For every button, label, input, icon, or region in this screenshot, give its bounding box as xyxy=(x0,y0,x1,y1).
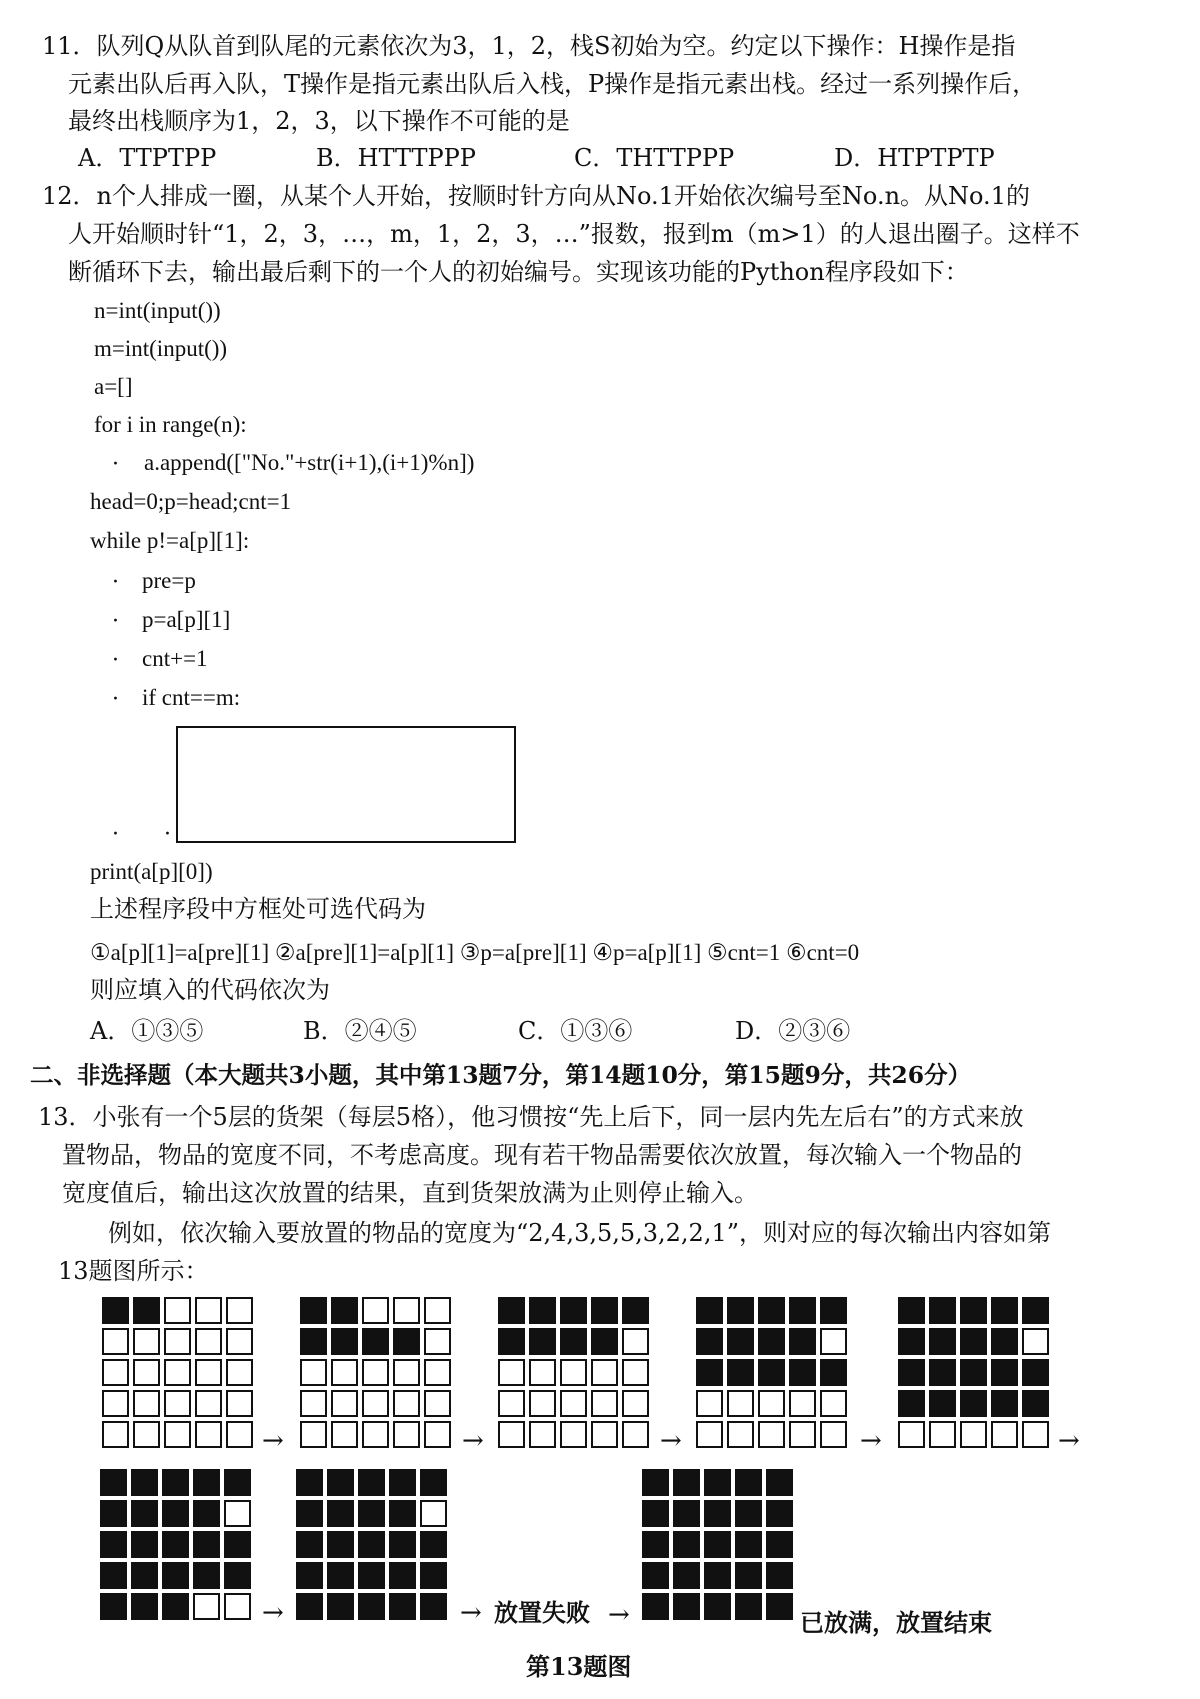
shelf-cell-empty xyxy=(300,1421,327,1448)
shelf-cell-filled xyxy=(820,1297,847,1324)
shelf-cell-empty xyxy=(362,1359,389,1386)
shelf-cell-empty xyxy=(789,1390,816,1417)
shelf-cell-empty xyxy=(529,1390,556,1417)
shelf-cell-filled xyxy=(727,1328,754,1355)
shelf-cell-filled xyxy=(420,1593,447,1620)
q13-line-5: 13题图所示： xyxy=(58,1257,209,1285)
indent-dot: · xyxy=(112,609,119,634)
shelf-cell-empty xyxy=(696,1421,723,1448)
q12-option-a: A．①③⑤ xyxy=(90,1017,204,1045)
shelf-cell-filled xyxy=(642,1531,669,1558)
shelf-cell-empty xyxy=(224,1593,251,1620)
shelf-cell-filled xyxy=(224,1531,251,1558)
shelf-cell-empty xyxy=(133,1359,160,1386)
shelf-cell-empty xyxy=(164,1328,191,1355)
code-line: if cnt==m: xyxy=(142,685,241,710)
shelf-grid xyxy=(498,1297,649,1448)
shelf-cell-empty xyxy=(102,1359,129,1386)
shelf-cell-filled xyxy=(327,1593,354,1620)
q13-line-1: 13．小张有一个5层的货架（每层5格），他习惯按“先上后下，同一层内先左后右”的方式来放 xyxy=(38,1103,1024,1131)
shelf-cell-filled xyxy=(960,1359,987,1386)
arrow-icon: → xyxy=(262,1598,284,1628)
arrow-icon: → xyxy=(460,1598,482,1628)
shelf-cell-empty xyxy=(498,1359,525,1386)
shelf-cell-filled xyxy=(327,1531,354,1558)
section-heading: 二、非选择题（本大题共3小题，其中第13题7分，第14题10分，第15题9分，共26分） xyxy=(30,1061,972,1089)
arrow-icon: → xyxy=(462,1426,484,1456)
shelf-cell-empty xyxy=(529,1421,556,1448)
shelf-cell-empty xyxy=(424,1421,451,1448)
shelf-cell-filled xyxy=(727,1359,754,1386)
shelf-cell-filled xyxy=(193,1562,220,1589)
shelf-cell-filled xyxy=(673,1500,700,1527)
shelf-cell-empty xyxy=(133,1328,160,1355)
shelf-cell-filled xyxy=(162,1531,189,1558)
shelf-cell-filled xyxy=(642,1469,669,1496)
shelf-cell-filled xyxy=(735,1531,762,1558)
shelf-cell-empty xyxy=(622,1421,649,1448)
answer-blank-box xyxy=(176,726,516,843)
shelf-cell-empty xyxy=(498,1421,525,1448)
q12-line-1: 12．n个人排成一圈，从某个人开始，按顺时针方向从No.1开始依次编号至No.n。从No.1的 xyxy=(42,182,1030,210)
code-line: a=[] xyxy=(94,374,133,399)
shelf-cell-filled xyxy=(420,1562,447,1589)
shelf-cell-empty xyxy=(727,1390,754,1417)
shelf-cell-empty xyxy=(898,1421,925,1448)
shelf-cell-empty xyxy=(331,1421,358,1448)
shelf-cell-filled xyxy=(622,1297,649,1324)
q13-line-4: 例如，依次输入要放置的物品的宽度为“2,4,3,5,5,3,2,2,1”，则对应的每次输出内容如第 xyxy=(108,1219,1051,1247)
q11-option-c: C．THTTPPP xyxy=(574,144,735,172)
shelf-cell-filled xyxy=(929,1297,956,1324)
q11-option-a: A．TTPTPP xyxy=(78,144,217,172)
shelf-cell-empty xyxy=(393,1359,420,1386)
shelf-cell-empty xyxy=(226,1390,253,1417)
indent-dot: · xyxy=(112,452,119,477)
shelf-cell-empty xyxy=(226,1297,253,1324)
shelf-cell-filled xyxy=(735,1469,762,1496)
shelf-cell-filled xyxy=(560,1328,587,1355)
shelf-grid xyxy=(696,1297,847,1448)
shelf-cell-filled xyxy=(696,1359,723,1386)
shelf-cell-filled xyxy=(991,1390,1018,1417)
shelf-cell-empty xyxy=(133,1390,160,1417)
shelf-cell-filled xyxy=(735,1593,762,1620)
indent-dot: · xyxy=(112,570,119,595)
shelf-cell-empty xyxy=(226,1359,253,1386)
shelf-cell-empty xyxy=(560,1390,587,1417)
shelf-cell-filled xyxy=(727,1297,754,1324)
shelf-grid xyxy=(296,1469,447,1620)
shelf-cell-empty xyxy=(393,1421,420,1448)
shelf-cell-empty xyxy=(164,1359,191,1386)
arrow-icon: → xyxy=(660,1426,682,1456)
shelf-cell-filled xyxy=(131,1531,158,1558)
shelf-cell-empty xyxy=(164,1390,191,1417)
shelf-cell-empty xyxy=(195,1328,222,1355)
indent-dot: · xyxy=(112,822,119,847)
q12-line-3: 断循环下去，输出最后剩下的一个人的初始编号。实现该功能的Python程序段如下： xyxy=(68,258,969,286)
shelf-cell-filled xyxy=(1022,1359,1049,1386)
q13-line-3: 宽度值后，输出这次放置的结果，直到货架放满为止则停止输入。 xyxy=(62,1179,758,1207)
shelf-cell-filled xyxy=(131,1500,158,1527)
shelf-cell-filled xyxy=(358,1562,385,1589)
shelf-cell-empty xyxy=(820,1328,847,1355)
shelf-cell-empty xyxy=(622,1359,649,1386)
shelf-cell-filled xyxy=(296,1562,323,1589)
q12-prompt: 上述程序段中方框处可选代码为 xyxy=(90,895,426,923)
q12-option-d: D．②③⑥ xyxy=(735,1017,851,1045)
shelf-cell-empty xyxy=(164,1421,191,1448)
shelf-cell-filled xyxy=(100,1500,127,1527)
shelf-cell-filled xyxy=(704,1469,731,1496)
shelf-cell-filled xyxy=(300,1328,327,1355)
shelf-cell-filled xyxy=(193,1469,220,1496)
shelf-cell-empty xyxy=(393,1297,420,1324)
shelf-cell-filled xyxy=(735,1500,762,1527)
shelf-cell-filled xyxy=(393,1328,420,1355)
shelf-cell-empty xyxy=(696,1390,723,1417)
shelf-cell-filled xyxy=(224,1562,251,1589)
q12-option-c: C．①③⑥ xyxy=(518,1017,633,1045)
shelf-cell-filled xyxy=(498,1328,525,1355)
shelf-cell-filled xyxy=(529,1328,556,1355)
shelf-grid xyxy=(102,1297,253,1448)
shelf-cell-empty xyxy=(758,1421,785,1448)
shelf-cell-filled xyxy=(704,1593,731,1620)
shelf-cell-filled xyxy=(898,1297,925,1324)
shelf-cell-filled xyxy=(642,1562,669,1589)
shelf-cell-filled xyxy=(162,1593,189,1620)
shelf-cell-empty xyxy=(424,1359,451,1386)
shelf-cell-filled xyxy=(100,1562,127,1589)
code-line: cnt+=1 xyxy=(142,646,208,671)
shelf-cell-filled xyxy=(591,1297,618,1324)
q11-line-2: 元素出队后再入队，T操作是指元素出队后入栈，P操作是指元素出栈。经过一系列操作后， xyxy=(68,70,1037,98)
shelf-cell-empty xyxy=(224,1500,251,1527)
shelf-cell-filled xyxy=(358,1593,385,1620)
shelf-cell-filled xyxy=(100,1531,127,1558)
shelf-cell-filled xyxy=(758,1359,785,1386)
shelf-cell-filled xyxy=(766,1500,793,1527)
shelf-cell-empty xyxy=(193,1593,220,1620)
q11-line-3: 最终出栈顺序为1，2，3，以下操作不可能的是 xyxy=(68,107,570,135)
shelf-cell-filled xyxy=(389,1469,416,1496)
shelf-cell-empty xyxy=(1022,1421,1049,1448)
shelf-cell-filled xyxy=(673,1562,700,1589)
shelf-cell-filled xyxy=(193,1531,220,1558)
shelf-cell-filled xyxy=(704,1500,731,1527)
shelf-cell-empty xyxy=(560,1421,587,1448)
shelf-cell-filled xyxy=(560,1297,587,1324)
code-line: for i in range(n): xyxy=(94,412,247,437)
indent-dot: · xyxy=(112,648,119,673)
code-line: a.append(["No."+str(i+1),(i+1)%n]) xyxy=(144,450,475,475)
shelf-cell-filled xyxy=(529,1297,556,1324)
shelf-cell-empty xyxy=(560,1359,587,1386)
shelf-cell-filled xyxy=(673,1531,700,1558)
shelf-cell-filled xyxy=(929,1390,956,1417)
shelf-cell-filled xyxy=(898,1328,925,1355)
shelf-cell-empty xyxy=(529,1359,556,1386)
code-line: p=a[p][1] xyxy=(142,607,231,632)
arrow-icon: → xyxy=(262,1426,284,1456)
shelf-cell-empty xyxy=(102,1328,129,1355)
shelf-cell-empty xyxy=(226,1328,253,1355)
shelf-cell-empty xyxy=(622,1390,649,1417)
shelf-cell-filled xyxy=(673,1469,700,1496)
code-line: m=int(input()) xyxy=(94,336,228,361)
q12-ask: 则应填入的代码依次为 xyxy=(90,976,330,1004)
shelf-full-label: 已放满，放置结束 xyxy=(800,1608,992,1637)
shelf-cell-empty xyxy=(1022,1328,1049,1355)
shelf-cell-filled xyxy=(766,1531,793,1558)
shelf-cell-filled xyxy=(704,1562,731,1589)
shelf-cell-filled xyxy=(358,1500,385,1527)
shelf-cell-empty xyxy=(362,1421,389,1448)
shelf-cell-empty xyxy=(164,1297,191,1324)
shelf-cell-empty xyxy=(195,1421,222,1448)
shelf-cell-filled xyxy=(1022,1390,1049,1417)
shelf-cell-filled xyxy=(420,1531,447,1558)
shelf-cell-empty xyxy=(300,1359,327,1386)
shelf-cell-filled xyxy=(789,1297,816,1324)
code-line: print(a[p][0]) xyxy=(90,859,213,884)
shelf-cell-filled xyxy=(102,1297,129,1324)
shelf-cell-empty xyxy=(789,1421,816,1448)
shelf-cell-filled xyxy=(224,1469,251,1496)
shelf-cell-empty xyxy=(331,1359,358,1386)
shelf-cell-filled xyxy=(642,1593,669,1620)
q11-option-b: B．HTTTPPP xyxy=(316,144,476,172)
placement-failed-label: 放置失败 xyxy=(494,1598,590,1627)
shelf-cell-filled xyxy=(1022,1297,1049,1324)
shelf-cell-filled xyxy=(100,1593,127,1620)
q12-line-2: 人开始顺时针“1，2，3，…，m，1，2，3，…”报数，报到m（m>1）的人退出圈子。这样不 xyxy=(68,220,1080,248)
shelf-cell-empty xyxy=(991,1421,1018,1448)
shelf-cell-filled xyxy=(327,1562,354,1589)
shelf-cell-filled xyxy=(735,1562,762,1589)
shelf-cell-filled xyxy=(389,1562,416,1589)
shelf-cell-filled xyxy=(389,1500,416,1527)
shelf-cell-filled xyxy=(296,1500,323,1527)
arrow-icon: → xyxy=(608,1600,630,1630)
shelf-cell-filled xyxy=(420,1469,447,1496)
shelf-cell-filled xyxy=(162,1562,189,1589)
shelf-cell-filled xyxy=(766,1562,793,1589)
shelf-cell-empty xyxy=(498,1390,525,1417)
shelf-cell-empty xyxy=(591,1421,618,1448)
shelf-cell-empty xyxy=(820,1390,847,1417)
shelf-cell-filled xyxy=(820,1359,847,1386)
indent-dot: · xyxy=(112,687,119,712)
shelf-cell-filled xyxy=(766,1469,793,1496)
shelf-cell-empty xyxy=(727,1421,754,1448)
shelf-cell-filled xyxy=(193,1500,220,1527)
shelf-cell-filled xyxy=(498,1297,525,1324)
q11-option-d: D．HTPTPTP xyxy=(834,144,995,172)
shelf-cell-filled xyxy=(327,1469,354,1496)
shelf-cell-filled xyxy=(331,1328,358,1355)
shelf-cell-filled xyxy=(991,1297,1018,1324)
shelf-cell-empty xyxy=(424,1328,451,1355)
shelf-cell-empty xyxy=(226,1421,253,1448)
shelf-cell-empty xyxy=(424,1297,451,1324)
shelf-cell-filled xyxy=(960,1390,987,1417)
shelf-cell-filled xyxy=(331,1297,358,1324)
shelf-cell-filled xyxy=(766,1593,793,1620)
shelf-cell-filled xyxy=(696,1328,723,1355)
q12-choices: ①a[p][1]=a[pre][1] ②a[pre][1]=a[p][1] ③p=a[pre][1] ④p=a[p][1] ⑤cnt=1 ⑥cnt=0 xyxy=(90,940,860,965)
shelf-cell-filled xyxy=(362,1328,389,1355)
shelf-cell-empty xyxy=(362,1297,389,1324)
shelf-cell-empty xyxy=(622,1328,649,1355)
code-line: pre=p xyxy=(142,568,196,593)
shelf-cell-filled xyxy=(696,1297,723,1324)
shelf-cell-empty xyxy=(591,1390,618,1417)
shelf-cell-filled xyxy=(296,1593,323,1620)
shelf-cell-empty xyxy=(195,1359,222,1386)
shelf-cell-filled xyxy=(389,1531,416,1558)
shelf-cell-filled xyxy=(673,1593,700,1620)
shelf-cell-filled xyxy=(758,1297,785,1324)
indent-dot: · xyxy=(164,822,171,847)
shelf-cell-filled xyxy=(789,1359,816,1386)
shelf-cell-filled xyxy=(929,1359,956,1386)
shelf-grid xyxy=(300,1297,451,1448)
shelf-cell-filled xyxy=(991,1359,1018,1386)
shelf-cell-filled xyxy=(131,1469,158,1496)
shelf-cell-filled xyxy=(131,1562,158,1589)
shelf-cell-filled xyxy=(789,1328,816,1355)
shelf-cell-filled xyxy=(960,1297,987,1324)
shelf-grid xyxy=(898,1297,1049,1448)
shelf-cell-filled xyxy=(296,1469,323,1496)
shelf-cell-empty xyxy=(591,1359,618,1386)
shelf-grid xyxy=(100,1469,251,1620)
shelf-cell-empty xyxy=(960,1421,987,1448)
shelf-cell-filled xyxy=(758,1328,785,1355)
shelf-cell-filled xyxy=(327,1500,354,1527)
shelf-cell-empty xyxy=(820,1421,847,1448)
shelf-cell-filled xyxy=(389,1593,416,1620)
code-line: head=0;p=head;cnt=1 xyxy=(90,489,292,514)
shelf-cell-filled xyxy=(642,1500,669,1527)
shelf-cell-empty xyxy=(393,1390,420,1417)
shelf-cell-filled xyxy=(960,1328,987,1355)
shelf-cell-empty xyxy=(102,1421,129,1448)
shelf-cell-filled xyxy=(131,1593,158,1620)
shelf-cell-empty xyxy=(102,1390,129,1417)
shelf-cell-filled xyxy=(162,1500,189,1527)
shelf-cell-empty xyxy=(758,1390,785,1417)
shelf-cell-empty xyxy=(424,1390,451,1417)
shelf-cell-empty xyxy=(300,1390,327,1417)
shelf-cell-empty xyxy=(331,1390,358,1417)
shelf-cell-filled xyxy=(358,1531,385,1558)
shelf-cell-filled xyxy=(100,1469,127,1496)
q11-line-1: 11．队列Q从队首到队尾的元素依次为3，1，2，栈S初始为空。约定以下操作：H操作是指 xyxy=(42,32,1016,60)
shelf-cell-empty xyxy=(929,1421,956,1448)
shelf-cell-empty xyxy=(420,1500,447,1527)
shelf-cell-filled xyxy=(898,1359,925,1386)
arrow-icon: → xyxy=(1058,1426,1080,1456)
shelf-cell-filled xyxy=(591,1328,618,1355)
shelf-cell-empty xyxy=(195,1297,222,1324)
shelf-cell-empty xyxy=(195,1390,222,1417)
q12-option-b: B．②④⑤ xyxy=(303,1017,417,1045)
shelf-cell-filled xyxy=(358,1469,385,1496)
shelf-cell-filled xyxy=(296,1531,323,1558)
shelf-cell-filled xyxy=(991,1328,1018,1355)
shelf-cell-empty xyxy=(133,1421,160,1448)
q13-line-2: 置物品，物品的宽度不同，不考虑高度。现有若干物品需要依次放置，每次输入一个物品的 xyxy=(62,1141,1022,1169)
figure-caption: 第13题图 xyxy=(526,1652,632,1681)
shelf-cell-filled xyxy=(300,1297,327,1324)
shelf-grid xyxy=(642,1469,793,1620)
shelf-cell-filled xyxy=(704,1531,731,1558)
shelf-cell-filled xyxy=(133,1297,160,1324)
arrow-icon: → xyxy=(860,1426,882,1456)
shelf-cell-empty xyxy=(362,1390,389,1417)
shelf-cell-filled xyxy=(929,1328,956,1355)
shelf-cell-filled xyxy=(162,1469,189,1496)
code-line: n=int(input()) xyxy=(94,298,221,323)
code-line: while p!=a[p][1]: xyxy=(90,528,250,553)
shelf-cell-filled xyxy=(898,1390,925,1417)
